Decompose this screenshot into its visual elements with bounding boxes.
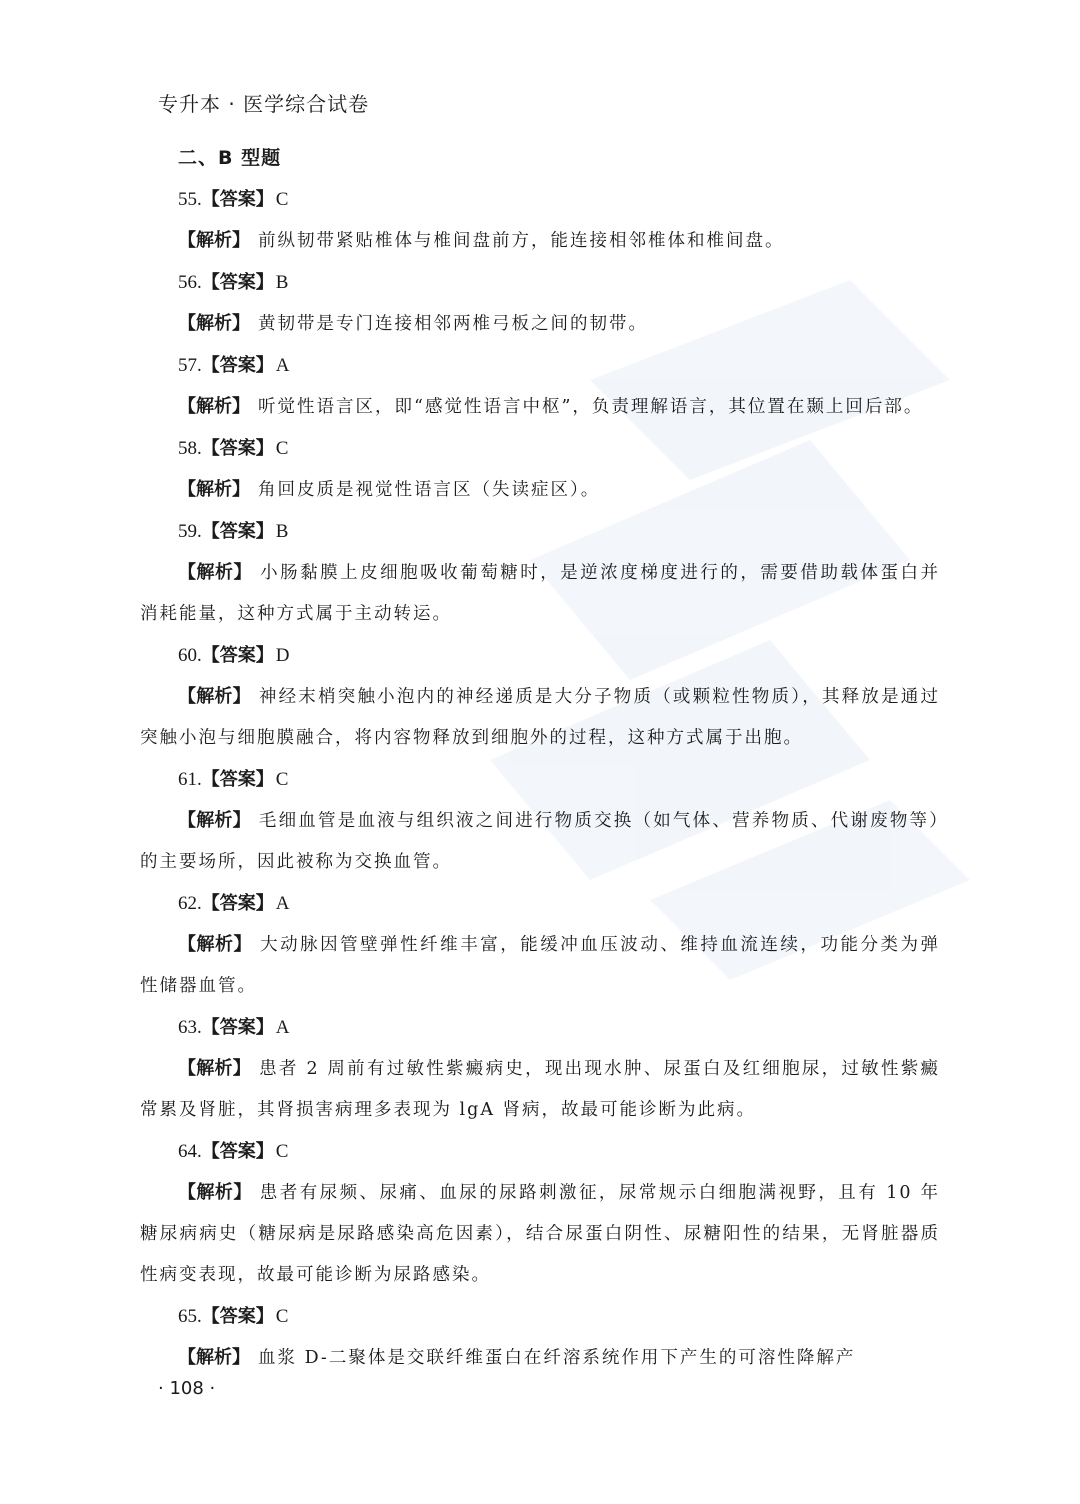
answer-choice: C [275,769,289,790]
analysis-paragraph [140,924,940,1007]
answer-tag: 【答案】 [201,1306,274,1327]
analysis-text: 前纵韧带紧贴椎体与椎间盘前方，能连接相邻椎体和椎间盘。 [258,231,785,251]
answer-tag: 【答案】 [201,769,274,790]
analysis-paragraph [140,552,940,635]
analysis-tag: 【解析】 [178,934,253,955]
answer-tag: 【答案】 [201,645,274,666]
answer-choice: B [275,521,289,542]
analysis-paragraph [140,303,940,345]
answer-tag: 【答案】 [201,1017,274,1038]
analysis-text: 患者有尿频、尿痛、血尿的尿路刺激征，尿常规示白细胞满视野，且有 10 年糖尿病病史（糖尿病是尿路感染高危因素），结合尿蛋白阴性、尿糖阳性的结果，无肾脏器质性病变表现，故最可能诊断为尿路感染。 [140,1183,940,1285]
analysis-tag: 【解析】 [178,686,251,707]
analysis-text: 患者 2 周前有过敏性紫癜病史，现出现水肿、尿蛋白及红细胞尿，过敏性紫癜常累及肾脏，其肾损害病理多表现为 lgA 肾病，故最可能诊断为此病。 [140,1059,940,1120]
answer-tag: 【答案】 [201,189,274,210]
answer-line [178,262,940,303]
analysis-paragraph [140,800,940,883]
answer-tag: 【答案】 [201,272,274,293]
analysis-tag: 【解析】 [178,1058,252,1079]
analysis-paragraph [140,676,940,759]
answer-line [178,635,940,676]
answer-choice: B [275,272,289,293]
analysis-tag: 【解析】 [178,810,251,831]
running-head: 专升本 · 医学综合试卷 [158,92,370,116]
answer-choice: C [275,438,289,459]
question-number: 64. [178,1141,202,1162]
answer-line [178,511,940,552]
answer-content [140,138,940,1379]
answer-tag: 【答案】 [201,521,274,542]
analysis-paragraph [140,469,940,511]
question-number: 59. [178,521,202,542]
question-number: 58. [178,438,202,459]
question-number: 56. [178,272,202,293]
section-title: 二、B 型题 [178,147,282,169]
question-number: 65. [178,1306,202,1327]
answer-line [178,759,940,800]
answer-choice: C [275,1141,289,1162]
answer-tag: 【答案】 [201,355,274,376]
question-number: 62. [178,893,202,914]
analysis-paragraph [140,1048,940,1131]
analysis-tag: 【解析】 [178,479,250,500]
answer-choice: A [275,1017,290,1038]
analysis-text: 神经末梢突触小泡内的神经递质是大分子物质（或颗粒性物质），其释放是通过突触小泡与细胞膜融合，将内容物释放到细胞外的过程，这种方式属于出胞。 [140,687,941,748]
analysis-text: 角回皮质是视觉性语言区（失读症区）。 [258,480,601,500]
analysis-paragraph [140,1172,940,1296]
answer-choice: C [275,1306,289,1327]
analysis-paragraph [140,220,940,262]
question-number: 61. [178,769,202,790]
answer-choice: C [275,189,289,210]
question-number: 63. [178,1017,202,1038]
analysis-tag: 【解析】 [178,396,250,417]
answer-line [178,345,940,386]
answer-tag: 【答案】 [201,893,274,914]
analysis-text: 大动脉因管壁弹性纤维丰富，能缓冲血压波动、维持血流连续，功能分类为弹性储器血管。 [140,935,941,996]
analysis-text: 血浆 D-二聚体是交联纤维蛋白在纤溶系统作用下产生的可溶性降解产 [258,1348,856,1368]
analysis-paragraph [140,386,940,428]
question-number: 57. [178,355,202,376]
answer-choice: D [275,645,290,666]
answer-line [178,1296,940,1337]
question-number: 55. [178,189,202,210]
analysis-tag: 【解析】 [178,1182,252,1203]
answer-line [178,428,940,469]
answer-line [178,1007,940,1048]
answer-line [178,179,940,220]
question-number: 60. [178,645,202,666]
answer-tag: 【答案】 [201,1141,274,1162]
analysis-tag: 【解析】 [178,230,250,251]
analysis-tag: 【解析】 [178,562,253,583]
answer-choice: A [275,355,290,376]
analysis-text: 小肠黏膜上皮细胞吸收葡萄糖时，是逆浓度梯度进行的，需要借助载体蛋白并消耗能量，这种方式属于主动转运。 [140,563,941,624]
analysis-paragraph [140,1337,940,1379]
analysis-text: 听觉性语言区，即“感觉性语言中枢”，负责理解语言，其位置在颞上回后部。 [258,397,924,417]
analysis-tag: 【解析】 [178,1347,250,1368]
page-number: · 108 · [158,1378,216,1399]
answer-line [178,883,940,924]
answer-line [178,1131,940,1172]
analysis-text: 毛细血管是血液与组织液之间进行物质交换（如气体、营养物质、代谢废物等）的主要场所，因此被称为交换血管。 [140,811,941,872]
answer-choice: A [275,893,290,914]
analysis-text: 黄韧带是专门连接相邻两椎弓板之间的韧带。 [258,314,648,334]
analysis-tag: 【解析】 [178,313,250,334]
answer-tag: 【答案】 [201,438,274,459]
